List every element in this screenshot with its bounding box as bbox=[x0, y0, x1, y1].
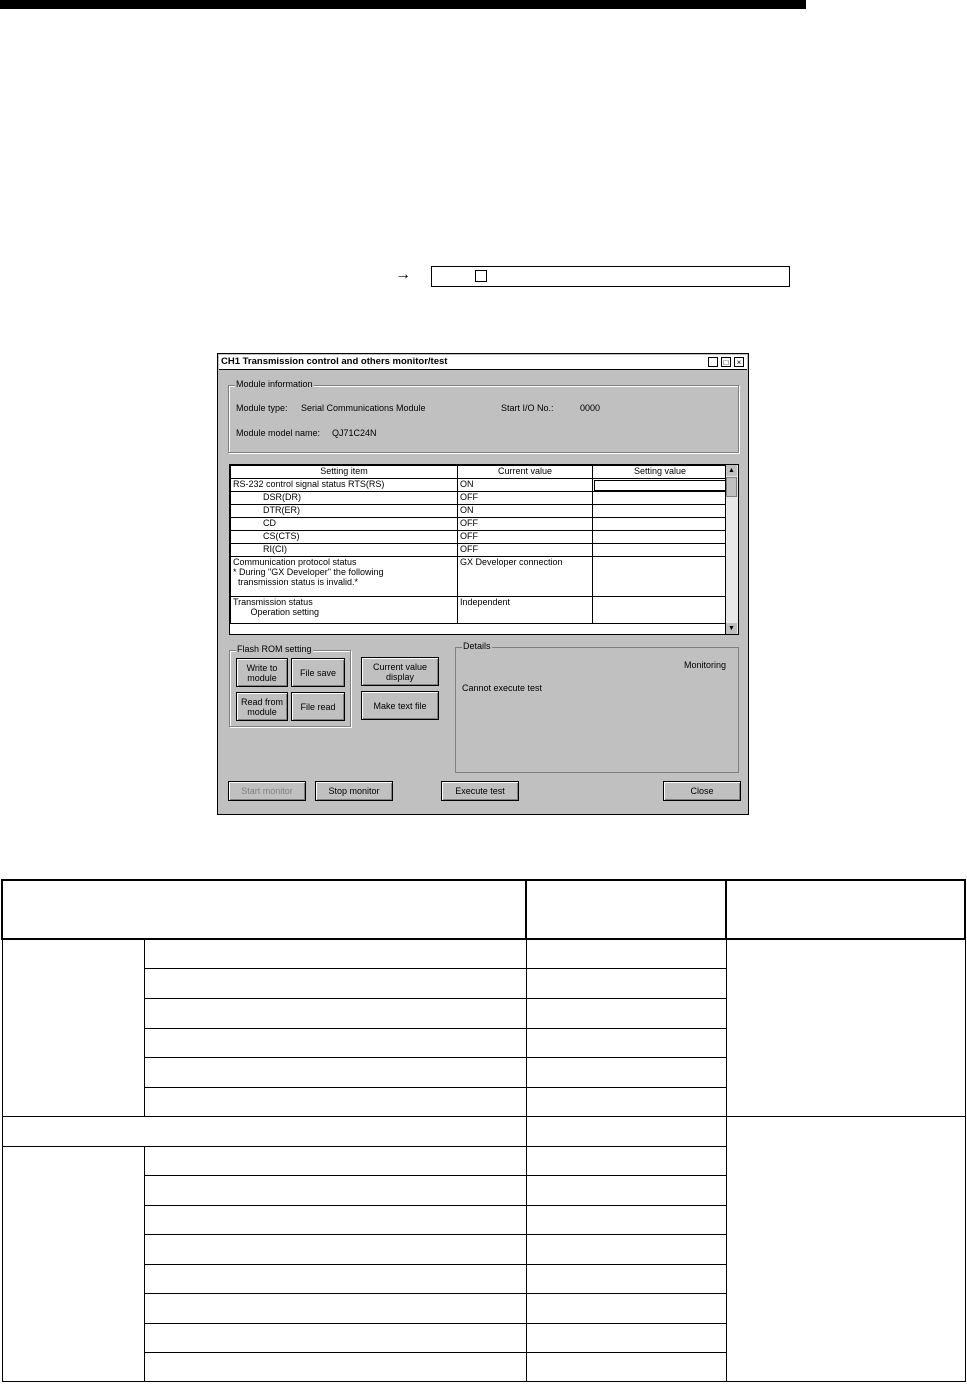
row-current: OFF bbox=[458, 518, 593, 531]
details-message: Cannot execute test bbox=[462, 683, 543, 693]
cell bbox=[144, 1352, 526, 1381]
row-setting[interactable] bbox=[593, 531, 728, 544]
grid-scrollbar[interactable] bbox=[725, 465, 738, 634]
group-cell bbox=[2, 1146, 144, 1381]
grid-header-row bbox=[231, 466, 728, 479]
table-row bbox=[2, 939, 965, 968]
table-row bbox=[231, 557, 728, 597]
module-information-group bbox=[228, 379, 739, 453]
header-setting-item: Setting item bbox=[231, 466, 458, 479]
cell bbox=[2, 1116, 526, 1146]
row-item: Transmission status Operation setting bbox=[231, 597, 458, 624]
table-row bbox=[231, 544, 728, 557]
table-row bbox=[2, 1116, 965, 1146]
module-model-value: QJ71C24N bbox=[332, 428, 377, 438]
make-text-file-button[interactable]: Make text file bbox=[361, 691, 439, 720]
row-setting[interactable] bbox=[593, 544, 728, 557]
reference-box bbox=[431, 266, 790, 287]
scroll-down-icon[interactable]: ▼ bbox=[726, 623, 737, 634]
row-setting[interactable] bbox=[593, 557, 728, 597]
header-cell bbox=[2, 880, 526, 939]
table-row bbox=[2, 880, 965, 939]
header-cell bbox=[726, 880, 965, 939]
table-row bbox=[231, 531, 728, 544]
scroll-thumb[interactable] bbox=[726, 477, 737, 497]
module-model-label: Module model name: bbox=[236, 428, 321, 438]
header-cell bbox=[526, 880, 726, 939]
cell bbox=[144, 1175, 526, 1205]
execute-test-button[interactable]: Execute test bbox=[441, 781, 519, 801]
row-current: OFF bbox=[458, 492, 593, 505]
file-read-button[interactable]: File read bbox=[291, 692, 345, 721]
row-item: RI(CI) bbox=[231, 544, 458, 557]
row-item: DTR(ER) bbox=[231, 505, 458, 518]
row-item: RS-232 control signal status RTS(RS) bbox=[231, 479, 458, 492]
start-io-value: 0000 bbox=[580, 403, 601, 413]
monitor-test-dialog bbox=[217, 353, 749, 815]
cell bbox=[526, 998, 726, 1028]
row-setting[interactable] bbox=[593, 492, 728, 505]
cell bbox=[144, 1057, 526, 1087]
cell bbox=[526, 1146, 726, 1175]
row-setting[interactable] bbox=[593, 479, 728, 492]
cell bbox=[526, 1116, 726, 1146]
row-current: GX Developer connection bbox=[458, 557, 593, 597]
group-cell bbox=[726, 939, 965, 1116]
row-current: OFF bbox=[458, 531, 593, 544]
group-cell bbox=[2, 939, 144, 1116]
flash-rom-group bbox=[229, 644, 351, 727]
table-row bbox=[231, 597, 728, 624]
cell bbox=[526, 1028, 726, 1057]
minimize-button[interactable]: _ bbox=[708, 357, 718, 367]
start-io-label: Start I/O No.: bbox=[501, 403, 554, 413]
write-to-module-button[interactable]: Write to module bbox=[236, 658, 288, 687]
cell bbox=[526, 939, 726, 968]
row-current: Independent bbox=[458, 597, 593, 624]
cell bbox=[144, 1264, 526, 1293]
cell bbox=[144, 1146, 526, 1175]
cell bbox=[144, 1205, 526, 1234]
row-item: CS(CTS) bbox=[231, 531, 458, 544]
cell bbox=[526, 1293, 726, 1323]
module-information-legend: Module information bbox=[236, 379, 313, 389]
details-legend: Details bbox=[463, 641, 491, 651]
cell bbox=[144, 1028, 526, 1057]
close-window-button[interactable]: × bbox=[734, 357, 744, 367]
header-setting-value: Setting value bbox=[593, 466, 728, 479]
square-icon bbox=[475, 270, 487, 282]
cell bbox=[526, 1323, 726, 1352]
module-type-label: Module type: bbox=[236, 403, 288, 413]
cell bbox=[526, 1264, 726, 1293]
module-type-value: Serial Communications Module bbox=[301, 403, 426, 413]
arrow-right-icon: → bbox=[395, 266, 411, 283]
header-rule bbox=[0, 0, 806, 9]
setting-grid[interactable] bbox=[229, 464, 739, 635]
row-current: ON bbox=[458, 505, 593, 518]
file-save-button[interactable]: File save bbox=[291, 658, 345, 687]
table-row bbox=[231, 492, 728, 505]
cell bbox=[144, 998, 526, 1028]
details-group bbox=[455, 641, 739, 773]
row-item: CD bbox=[231, 518, 458, 531]
row-setting[interactable] bbox=[593, 597, 728, 624]
cell bbox=[526, 1175, 726, 1205]
maximize-button[interactable]: □ bbox=[721, 357, 731, 367]
table-row bbox=[231, 479, 728, 492]
cell bbox=[526, 968, 726, 998]
row-setting[interactable] bbox=[593, 518, 728, 531]
flash-rom-legend: Flash ROM setting bbox=[237, 644, 312, 654]
cell bbox=[144, 968, 526, 998]
current-value-display-button[interactable]: Current value display bbox=[361, 657, 439, 686]
cell bbox=[144, 1087, 526, 1116]
setting-table bbox=[230, 465, 728, 624]
table-row bbox=[231, 505, 728, 518]
cell bbox=[526, 1057, 726, 1087]
cell bbox=[526, 1087, 726, 1116]
cell bbox=[144, 1234, 526, 1264]
cell bbox=[526, 1205, 726, 1234]
row-item: DSR(DR) bbox=[231, 492, 458, 505]
row-item: Communication protocol status * During "GX Developer" the following transmission status is invalid.* bbox=[231, 557, 458, 597]
stop-monitor-button[interactable]: Stop monitor bbox=[315, 781, 393, 801]
dialog-title: CH1 Transmission control and others monitor/test bbox=[221, 356, 448, 367]
cell bbox=[526, 1352, 726, 1381]
start-monitor-button[interactable]: Start monitor bbox=[228, 781, 306, 801]
scroll-up-icon[interactable]: ▲ bbox=[726, 465, 737, 476]
row-current: OFF bbox=[458, 544, 593, 557]
title-bar bbox=[219, 355, 747, 370]
cell bbox=[144, 939, 526, 968]
cell bbox=[526, 1234, 726, 1264]
close-button[interactable]: Close bbox=[663, 781, 741, 801]
group-cell bbox=[726, 1116, 965, 1381]
cell bbox=[144, 1323, 526, 1352]
read-from-module-button[interactable]: Read from module bbox=[236, 692, 288, 721]
table-row bbox=[231, 518, 728, 531]
details-status: Monitoring bbox=[683, 660, 726, 670]
row-setting[interactable] bbox=[593, 505, 728, 518]
cell bbox=[144, 1293, 526, 1323]
reference-table bbox=[1, 879, 966, 1382]
header-current-value: Current value bbox=[458, 466, 593, 479]
row-current: ON bbox=[458, 479, 593, 492]
